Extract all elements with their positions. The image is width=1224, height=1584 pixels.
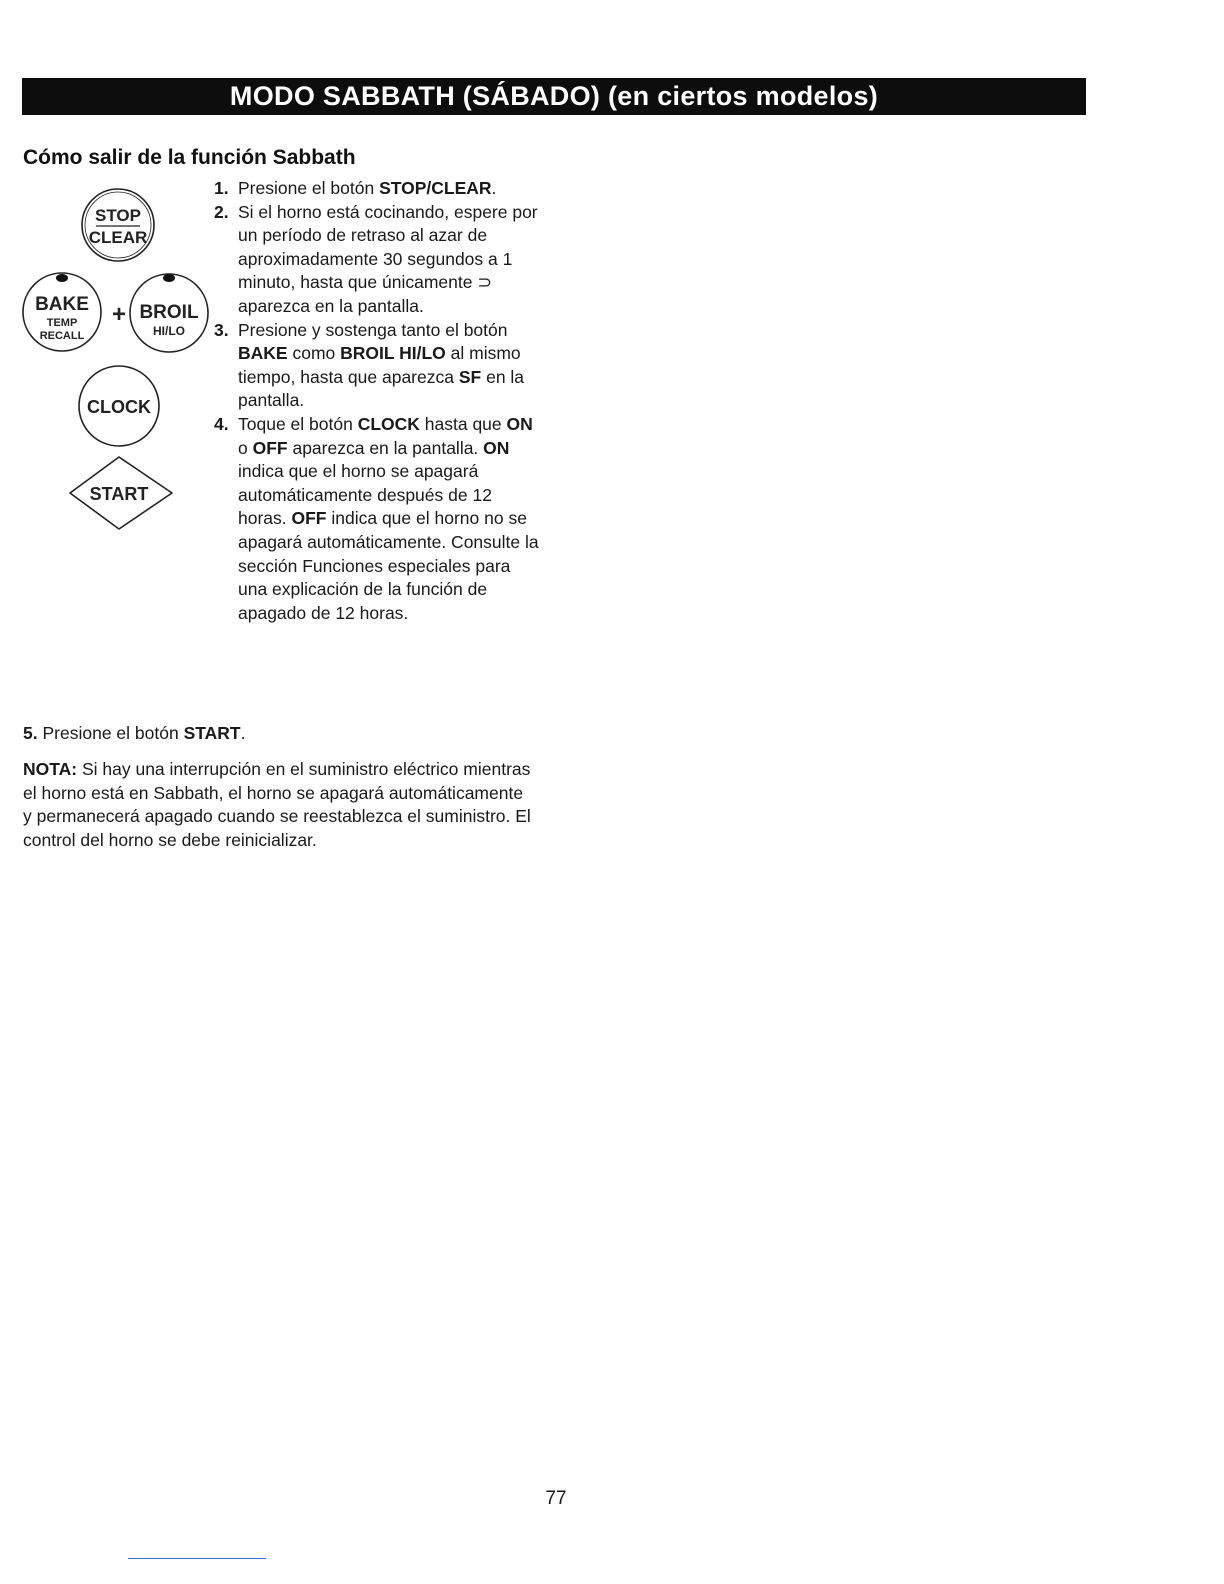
page-number: 77 bbox=[545, 1488, 567, 1509]
step-text: Toque el botón bbox=[238, 413, 358, 434]
bake-label: BAKE bbox=[35, 294, 89, 315]
broil-hi-lo-label: HI/LO bbox=[153, 324, 185, 338]
stop-label: STOP bbox=[95, 206, 141, 225]
start-icon bbox=[70, 457, 172, 529]
step-text: indica que el horno se apagará automáticamente después de 12 horas. bbox=[238, 461, 492, 529]
step-keyword: BROIL HI/LO bbox=[340, 343, 446, 364]
step-text: Presione y sostenga tanto el botón bbox=[238, 319, 508, 340]
step-text: . bbox=[491, 178, 497, 198]
note-text: Si hay una interrupción en el suministro eléctrico mientras el horno está en Sabbath, el horno se apagará automáticamente y permanecerá apagado cuando se reestablezca el suministro. El control del horno se debe reinicializar. bbox=[23, 759, 531, 850]
step-text: como bbox=[287, 343, 341, 364]
step-number: 2. bbox=[214, 201, 229, 222]
step-number: 1. bbox=[214, 178, 229, 198]
step-1 bbox=[214, 177, 544, 201]
step-2 bbox=[214, 201, 544, 319]
step-keyword: SF bbox=[458, 366, 482, 387]
bake-indicator-light bbox=[56, 274, 68, 282]
step-text: indica que el horno no se apagará automáticamente. Consulte la sección Funciones especiales para una explicación de la función de apagado de 12 horas. bbox=[238, 508, 539, 623]
step-text: aparezca en la pantalla. bbox=[287, 437, 484, 458]
stop-clear-icon bbox=[82, 189, 154, 261]
step-keyword: CLOCK bbox=[357, 413, 420, 434]
step-text: . bbox=[240, 723, 246, 743]
step-number: 5. bbox=[23, 723, 38, 743]
note-label: NOTA: bbox=[23, 759, 78, 779]
note-paragraph bbox=[23, 758, 533, 852]
step-4 bbox=[214, 413, 544, 625]
step-text: o bbox=[238, 437, 253, 458]
step-keyword: OFF bbox=[252, 437, 288, 458]
plus-sign: + bbox=[111, 301, 127, 328]
broil-hi-lo-icon bbox=[130, 274, 208, 352]
step-keyword: START bbox=[183, 723, 241, 743]
step-keyword: OFF bbox=[291, 508, 327, 529]
step-3 bbox=[214, 319, 544, 413]
bake-recall-label: RECALL bbox=[39, 330, 85, 342]
control-buttons-svg bbox=[0, 180, 215, 540]
step-text: en la pantalla. bbox=[238, 366, 525, 411]
step-keyword: ON bbox=[483, 437, 510, 458]
clock-icon bbox=[79, 366, 159, 446]
step-keyword: ON bbox=[506, 413, 533, 434]
section-title: Cómo salir de la función Sabbath bbox=[23, 146, 356, 169]
bake-temp-recall-icon bbox=[23, 273, 101, 351]
steps-list bbox=[214, 177, 544, 625]
step-text: Presione el botón bbox=[42, 723, 184, 743]
bake-temp-label: TEMP bbox=[46, 317, 78, 329]
step-keyword: BAKE bbox=[238, 343, 288, 364]
clear-label: CLEAR bbox=[88, 228, 148, 247]
control-panel-illustration bbox=[0, 180, 215, 540]
step-text: Presione el botón bbox=[238, 178, 380, 198]
step-text: hasta que bbox=[419, 413, 507, 434]
step-5 bbox=[23, 722, 245, 746]
step-text: al mismo tiempo, hasta que aparezca bbox=[238, 343, 521, 387]
broil-label: BROIL bbox=[139, 302, 199, 323]
page-banner: MODO SABBATH (SÁBADO) (en ciertos modelos) bbox=[22, 78, 1086, 115]
step-number: 4. bbox=[214, 413, 229, 434]
broil-indicator-light bbox=[163, 274, 175, 282]
step-keyword: STOP/CLEAR bbox=[379, 178, 492, 198]
footer-rule bbox=[128, 1558, 266, 1559]
start-label: START bbox=[89, 484, 149, 504]
step-number: 3. bbox=[214, 319, 229, 340]
step-text: Si el horno está cocinando, espere por un período de retraso al azar de aproximadamente 30 segundos a 1 minuto, hasta que únicamente ⊃ aparezca en la pantalla. bbox=[238, 201, 538, 316]
clock-label: CLOCK bbox=[87, 397, 151, 417]
